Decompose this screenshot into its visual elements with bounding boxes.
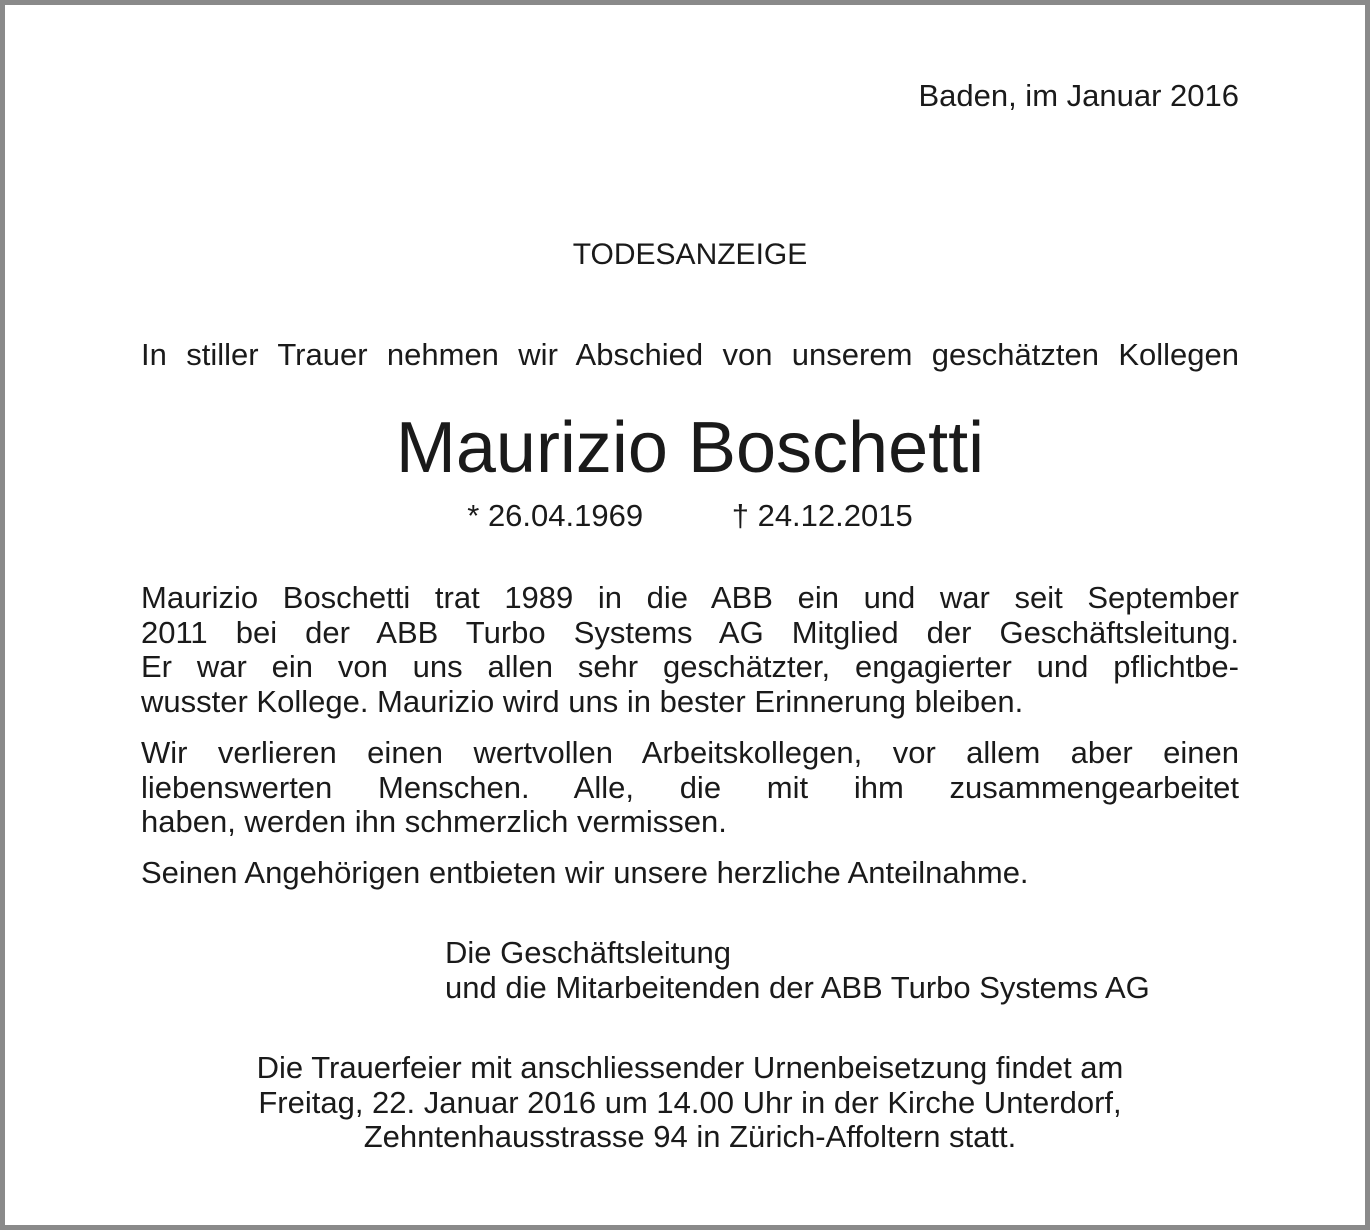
- notice-heading: TODESANZEIGE: [572, 238, 808, 271]
- death-date: † 24.12.2015: [731, 498, 913, 533]
- paragraph-line: Er war ein von uns allen sehr geschätzter, engagierter und pflichtbe-: [141, 649, 1239, 684]
- paragraph-line: haben, werden ihn schmerzlich vermissen.: [141, 804, 727, 839]
- ceremony-line: Freitag, 22. Januar 2016 um 14.00 Uhr in der Kirche Unterdorf,: [258, 1084, 1122, 1120]
- life-dates: [141, 499, 1239, 534]
- paragraph-career: [141, 581, 1239, 719]
- signature-line: und die Mitarbeitenden der ABB Turbo Systems AG: [445, 969, 1150, 1005]
- paragraph-line: 2011 bei der ABB Turbo Systems AG Mitglied der Geschäftsleitung.: [141, 614, 1239, 650]
- paragraph-line: Wir verlieren einen wertvollen Arbeitskollegen, vor allem aber einen: [141, 735, 1239, 770]
- place-date: Baden, im Januar 2016: [918, 78, 1239, 113]
- paragraph-line: Maurizio Boschetti trat 1989 in die ABB ein und war seit September: [141, 580, 1239, 615]
- birth-date: * 26.04.1969: [467, 498, 644, 533]
- signature-block: [445, 936, 1150, 1005]
- paragraph-line: liebenswerten Menschen. Alle, die mit ihm zusammengearbeitet: [141, 769, 1239, 805]
- intro-text: In stiller Trauer nehmen wir Abschied von unserem geschätzten Kollegen: [141, 337, 1239, 372]
- paragraph-condolence: [141, 856, 1239, 891]
- paragraph-line: Seinen Angehörigen entbieten wir unsere herzliche Anteilnahme.: [141, 855, 1029, 890]
- paragraph-loss: [141, 736, 1239, 840]
- ceremony-line: Die Trauerfeier mit anschliessender Urnenbeisetzung findet am: [256, 1050, 1124, 1085]
- ceremony-info: [141, 1051, 1239, 1155]
- paragraph-line: wusster Kollege. Maurizio wird uns in bester Erinnerung bleiben.: [141, 683, 1024, 719]
- signature-line: Die Geschäftsleitung: [445, 935, 732, 970]
- deceased-name: Maurizio Boschetti: [395, 408, 985, 488]
- ceremony-line: Zehntenhausstrasse 94 in Zürich-Affoltern statt.: [363, 1119, 1017, 1154]
